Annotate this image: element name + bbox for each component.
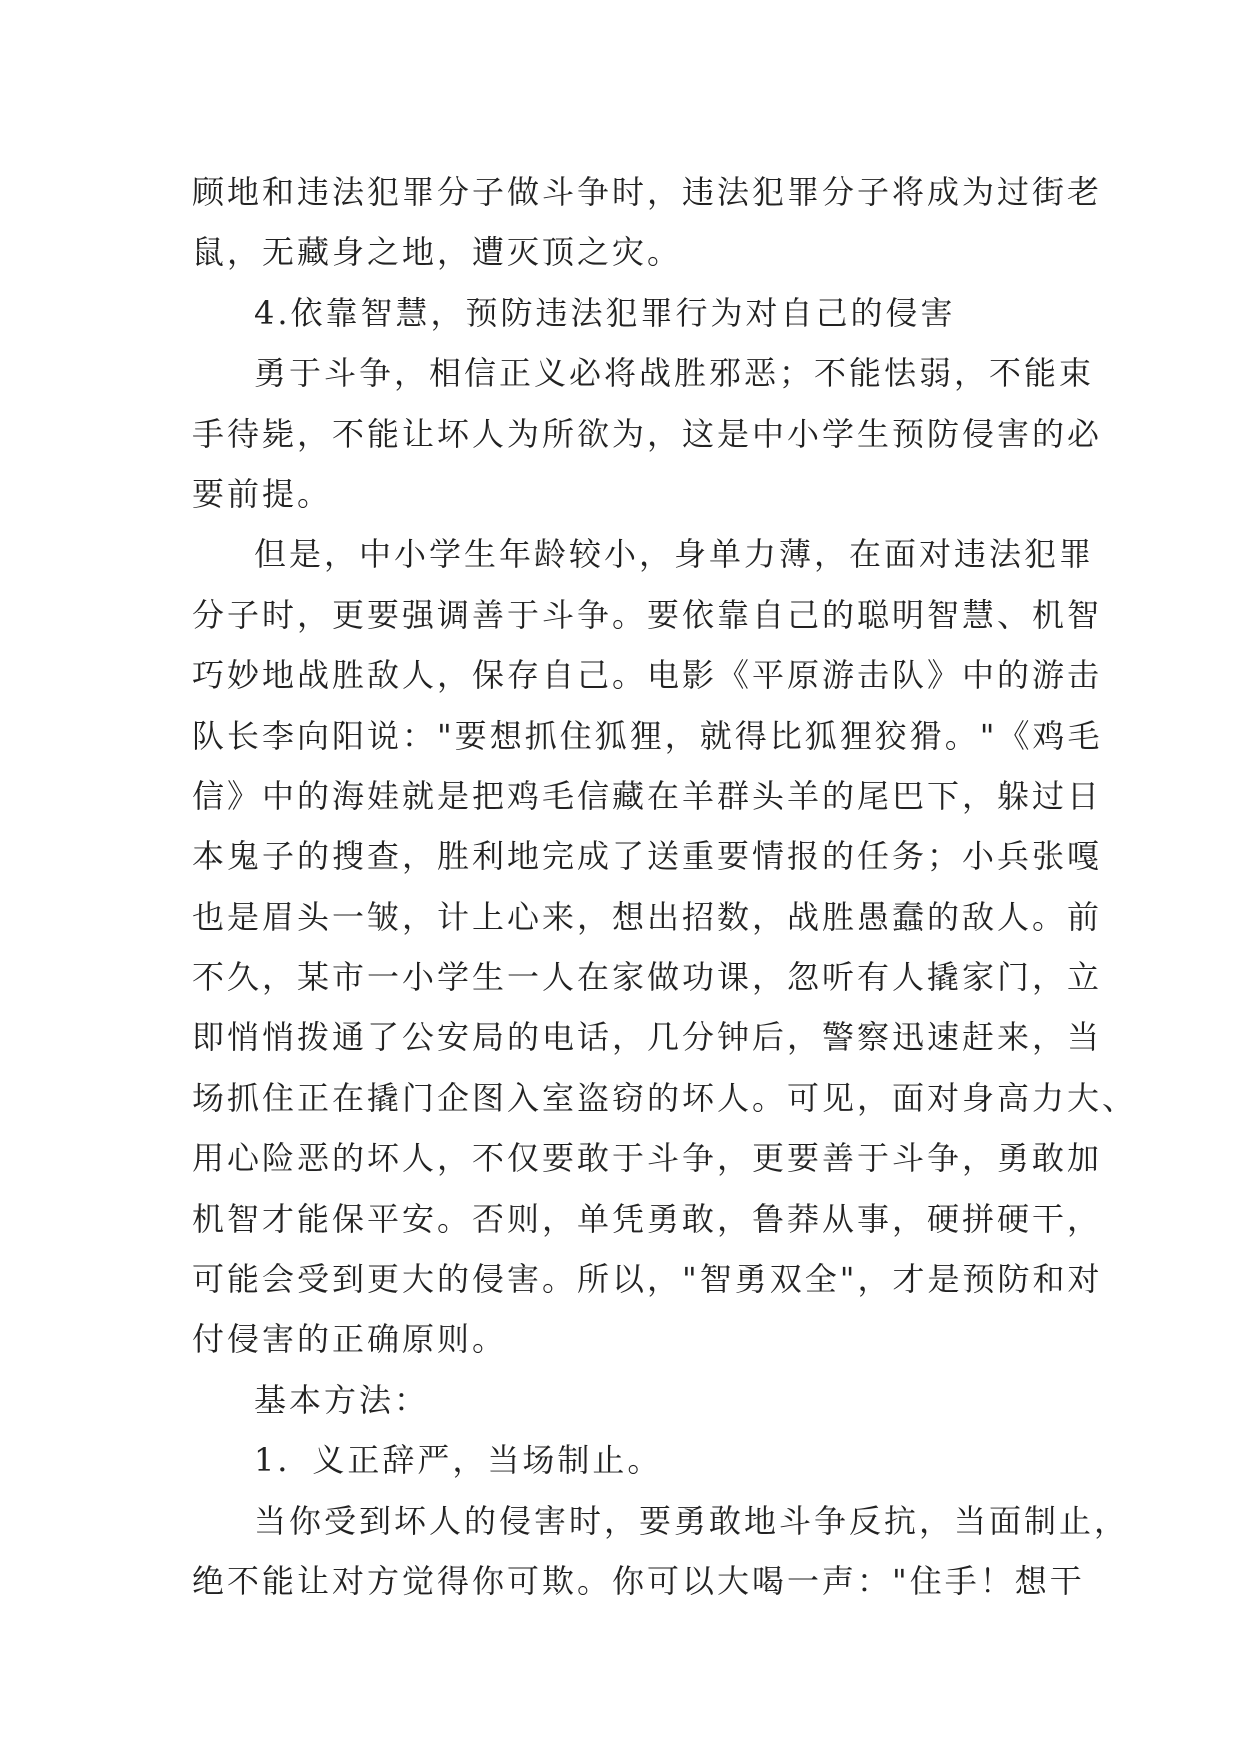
text-line: 用心险恶的坏人，不仅要敢于斗争，更要善于斗争，勇敢加 [192, 1139, 1103, 1178]
text-line: 本鬼子的搜查，胜利地完成了送重要情报的任务；小兵张嘎 [192, 837, 1103, 876]
text-line: 即悄悄拨通了公安局的电话，几分钟后，警察迅速赶来，当 [192, 1018, 1103, 1057]
text-line: 可能会受到更大的侵害。所以，"智勇双全"，才是预防和对 [192, 1260, 1103, 1299]
text-line: 顾地和违法犯罪分子做斗争时，违法犯罪分子将成为过街老 [192, 173, 1103, 211]
text-line: 队长李向阳说："要想抓住狐狸，就得比狐狸狡猾。"《鸡毛 [192, 716, 1103, 755]
text-line: 当你受到坏人的侵害时，要勇敢地斗争反抗，当面制止， [254, 1501, 1130, 1540]
text-line: 场抓住正在撬门企图入室盗窃的坏人。可见，面对身高力大、 [192, 1078, 1138, 1117]
text-line: 不久，某市一小学生一人在家做功课，忽听有人撬家门，立 [192, 958, 1103, 997]
text-line: 但是，中小学生年龄较小，身单力薄，在面对违法犯罪 [254, 535, 1095, 574]
text-line: 要前提。 [192, 474, 333, 513]
text-line: 勇于斗争，相信正义必将战胜邪恶；不能怯弱，不能束 [254, 354, 1095, 393]
section-heading: 4.依靠智慧，预防违法犯罪行为对自己的侵害 [254, 293, 956, 332]
text-line: 鼠，无藏身之地，遭灭顶之灾。 [192, 233, 683, 272]
text-line: 巧妙地战胜敌人，保存自己。电影《平原游击队》中的游击 [192, 656, 1103, 695]
text-line: 信》中的海娃就是把鸡毛信藏在羊群头羊的尾巴下，躲过日 [192, 776, 1103, 815]
body-text [192, 162, 1138, 1611]
text-line: 绝不能让对方觉得你可欺。你可以大喝一声："住手！想干 [192, 1561, 1085, 1600]
method-item: 1．义正辞严，当场制止。 [254, 1441, 663, 1480]
method-heading: 基本方法： [254, 1380, 430, 1419]
text-line: 手待毙，不能让坏人为所欲为，这是中小学生预防侵害的必 [192, 414, 1103, 453]
text-line: 分子时，更要强调善于斗争。要依靠自己的聪明智慧、机智 [192, 595, 1103, 634]
text-line: 机智才能保平安。否则，单凭勇敢，鲁莽从事，硬拼硬干， [192, 1199, 1103, 1238]
text-line: 也是眉头一皱，计上心来，想出招数，战胜愚蠢的敌人。前 [192, 897, 1103, 936]
text-line: 付侵害的正确原则。 [192, 1320, 508, 1359]
